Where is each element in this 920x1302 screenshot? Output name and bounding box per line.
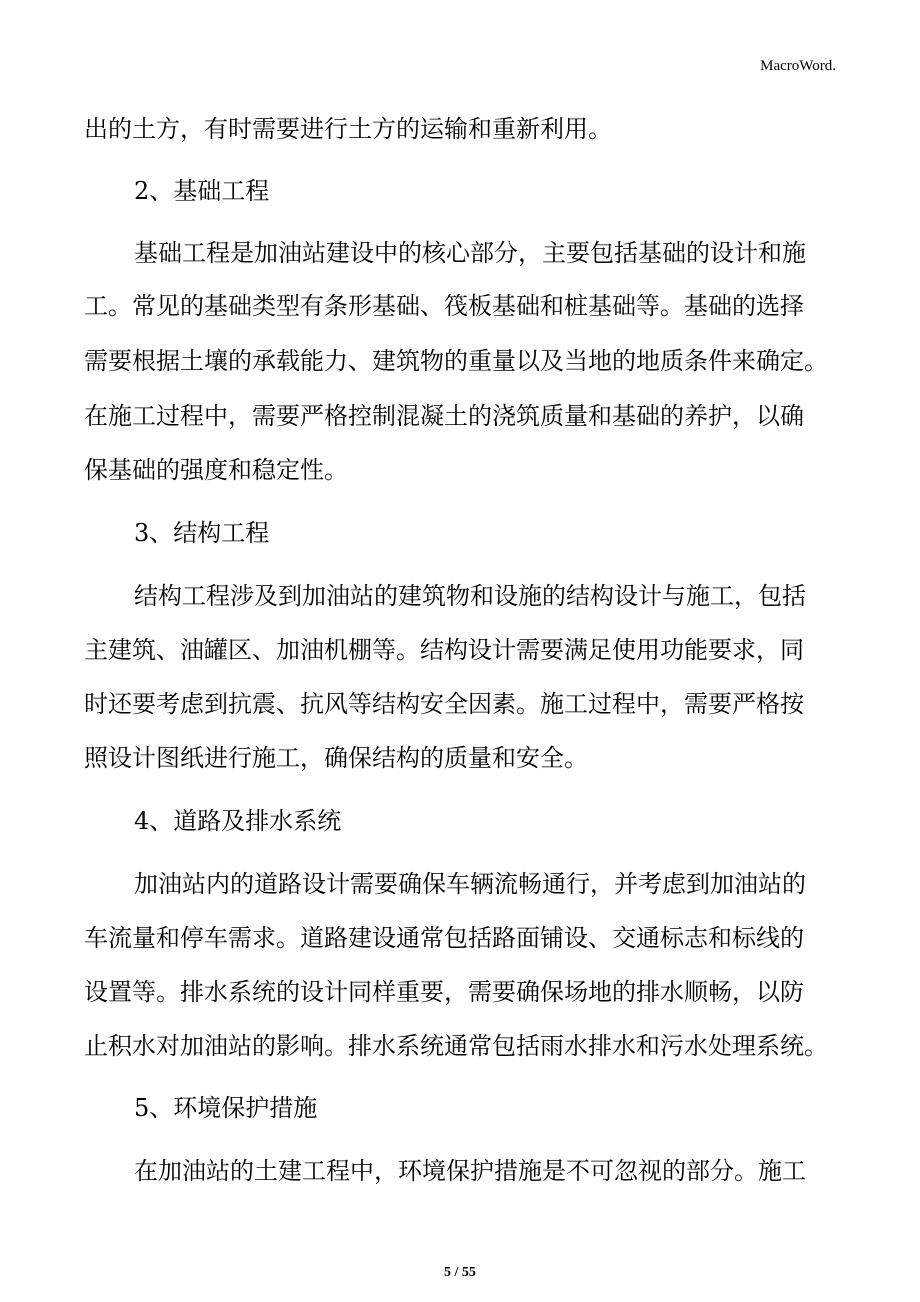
paragraph-line: 设置等。排水系统的设计同样重要，需要确保场地的排水顺畅，以防 bbox=[84, 978, 804, 1006]
paragraph-line: 在加油站的土建工程中，环境保护措施是不可忽视的部分。施工 bbox=[134, 1157, 806, 1185]
paragraph-line: 在施工过程中，需要严格控制混凝土的浇筑质量和基础的养护，以确 bbox=[84, 402, 804, 430]
page-number: 5 / 55 bbox=[444, 1265, 476, 1280]
paragraph-line: 照设计图纸进行施工，确保结构的质量和安全。 bbox=[84, 744, 588, 772]
paragraph-line: 主建筑、油罐区、加油机棚等。结构设计需要满足使用功能要求，同 bbox=[84, 636, 804, 664]
paragraph-line: 保基础的强度和稳定性。 bbox=[84, 456, 348, 484]
section-heading: 5、环境保护措施 bbox=[134, 1094, 318, 1122]
paragraph-line: 时还要考虑到抗震、抗风等结构安全因素。施工过程中，需要严格按 bbox=[84, 690, 804, 718]
paragraph-line: 车流量和停车需求。道路建设通常包括路面铺设、交通标志和标线的 bbox=[84, 924, 804, 952]
section-heading: 3、结构工程 bbox=[134, 519, 270, 547]
paragraph-line: 加油站内的道路设计需要确保车辆流畅通行，并考虑到加油站的 bbox=[134, 870, 806, 898]
paragraph-line: 工。常见的基础类型有条形基础、筏板基础和桩基础等。基础的选择 bbox=[84, 292, 804, 320]
paragraph-line: 结构工程涉及到加油站的建筑物和设施的结构设计与施工，包括 bbox=[134, 582, 806, 610]
paragraph-line: 需要根据土壤的承载能力、建筑物的重量以及当地的地质条件来确定。 bbox=[84, 347, 828, 375]
section-heading: 2、基础工程 bbox=[134, 177, 270, 205]
paragraph-line: 出的土方，有时需要进行土方的运输和重新利用。 bbox=[84, 115, 612, 143]
page-header-brand: MacroWord. bbox=[760, 58, 836, 74]
paragraph-line: 止积水对加油站的影响。排水系统通常包括雨水排水和污水处理系统。 bbox=[84, 1032, 828, 1060]
paragraph-line: 基础工程是加油站建设中的核心部分，主要包括基础的设计和施 bbox=[134, 239, 806, 267]
section-heading: 4、道路及排水系统 bbox=[134, 807, 342, 835]
